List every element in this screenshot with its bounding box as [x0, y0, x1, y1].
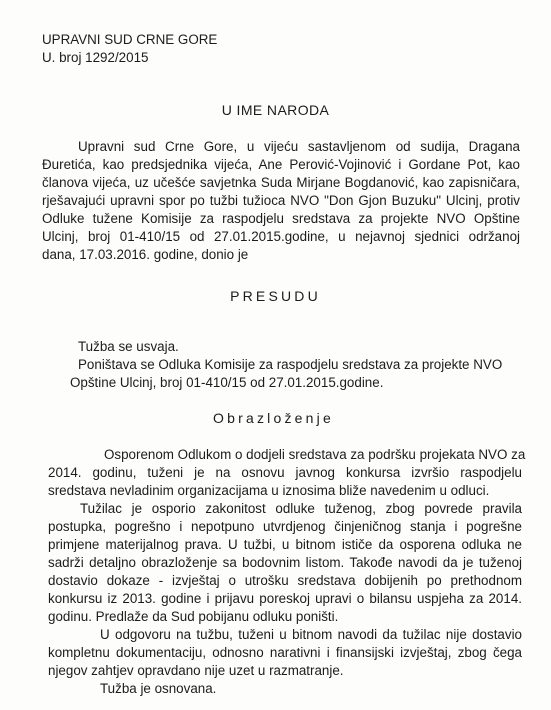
intro-line: članova vijeća, uz učešće savjetnka Suda Mirjane Bogdanović, kao zapisničara,	[42, 175, 520, 190]
reasoning-line: U odgovoru na tužbu, tuženi u bitnom navodi da tužilac nije dostavio	[100, 627, 522, 642]
reasoning-line: sredstava nevladinim organizacijama u iznosima bliže navedenim u odluci.	[48, 483, 490, 498]
reasoning-line: konkursu iz 2013. godine i prijavu poreskoj upravi o bilansu uspjeha za 2014.	[48, 591, 522, 606]
reasoning-line: Tužba je osnovana.	[100, 681, 217, 696]
reasoning-line: Tužilac je osporio zakonitost odluke tuženog, zbog povrede pravila	[80, 501, 522, 516]
verdict-paragraph	[70, 338, 518, 392]
court-name: UPRAVNI SUD CRNE GORE	[42, 32, 218, 47]
intro-line: rješavajući upravni spor po tužbi tužioca NVO "Don Gjon Buzuku" Ulcinj, protiv	[42, 193, 520, 208]
verdict-line: Opštine Ulcinj, broj 01-410/15 od 27.01.2015.godine.	[70, 375, 384, 390]
reasoning-line: Osporenom Odlukom o dodjeli sredstava za podršku projekata NVO za	[104, 447, 526, 462]
verdict-line: Poništava se Odluka Komisije za raspodjelu sredstava za projekte NVO	[78, 357, 503, 372]
title-heading: U IME NARODA	[221, 102, 330, 118]
reasoning-line: 2014. godinu, tuženi je na osnovu javnog konkursa izvršio raspodjelu	[48, 465, 522, 480]
intro-line: dana, 17.03.2016. godine, donio je	[42, 247, 249, 262]
reasoning-line: postupka, pogrešno i nepotpuno utvrdjenog činjeničnog stanja i pogrešne	[48, 519, 522, 534]
verdict-heading: PRESUDU	[230, 288, 321, 304]
reasoning-line: dostavio dokaze - izvještaj o utrošku sredstava dobijenih po prethodnom	[48, 573, 522, 588]
intro-line: Đuretića, kao predsjednika vijeća, Ane Perović-Vojinović i Gordane Pot, kao	[42, 157, 520, 172]
intro-line: Odluke tužene Komisije za raspodjelu sredstava za projekte NVO Opštine	[42, 211, 520, 226]
reasoning-paragraph	[48, 446, 526, 698]
case-number: U. broj 1292/2015	[42, 50, 149, 65]
reasoning-line: primjene materijalnog prava. U tužbi, u bitnom ističe da osporena odluka ne	[48, 537, 522, 552]
reasoning-line: godinu. Predlaže da Sud pobijanu odluku poništi.	[48, 609, 339, 624]
intro-line: Upravni sud Crne Gore, u vijeću sastavljenom od sudija, Dragana	[78, 139, 520, 154]
intro-paragraph	[42, 138, 520, 264]
verdict-line: Tužba se usvaja.	[78, 339, 179, 354]
reasoning-heading: Obrazloženje	[213, 410, 334, 426]
reasoning-line: njegov zahtjev opravdano nije uzet u razmatranje.	[48, 663, 344, 678]
reasoning-line: kompletnu dokumentaciju, odnosno narativni i finansijski izvještaj, zbog čega	[48, 645, 522, 660]
reasoning-line: sadrži detaljno obrazloženje sa bodovnim listom. Takođe navodi da je tuženoj	[48, 555, 522, 570]
intro-line: Ulcinj, broj 01-410/15 od 27.01.2015.godine, u nejavnoj sjednici održanoj	[42, 229, 520, 244]
